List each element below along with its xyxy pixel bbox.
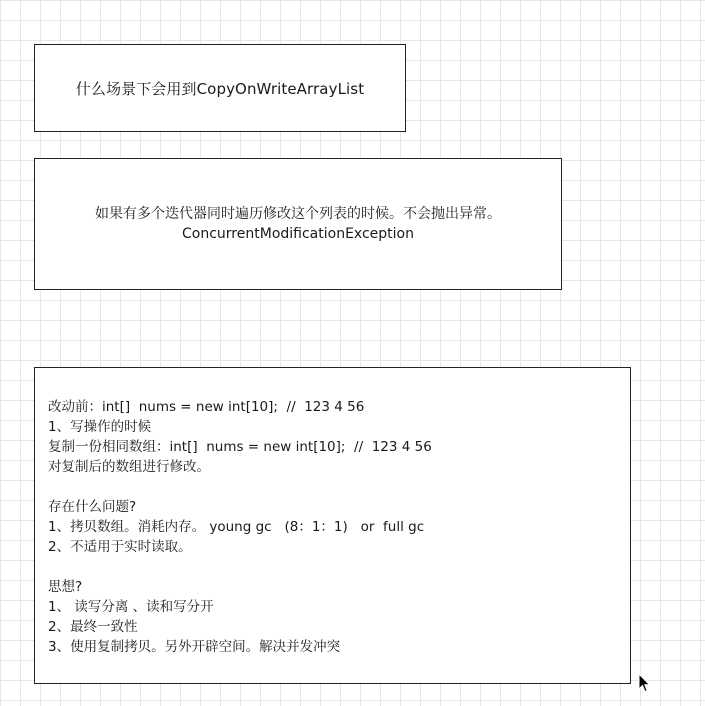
answer-box[interactable] bbox=[34, 158, 562, 290]
answer-text-line-1: 如果有多个迭代器同时遍历修改这个列表的时候。不会抛出异常。 bbox=[95, 206, 501, 222]
notes-line: 1、 读写分离 、读和写分开 bbox=[48, 599, 214, 615]
notes-line: 改动前：int[] nums = new int[10]; // 123 4 56 bbox=[48, 399, 365, 415]
notes-line: 思想? bbox=[48, 579, 83, 595]
notes-line: 复制一份相同数组：int[] nums = new int[10]; // 123 4 56 bbox=[48, 439, 432, 455]
notes-line: 1、拷贝数组。消耗内存。 young gc (8：1：1) or full gc bbox=[48, 519, 425, 535]
notes-line: 3、使用复制拷贝。另外开辟空间。解决并发冲突 bbox=[48, 639, 341, 655]
notes-line: 2、不适用于实时读取。 bbox=[48, 539, 192, 555]
notes-line: 对复制后的数组进行修改。 bbox=[48, 459, 210, 475]
notes-line: 存在什么问题? bbox=[48, 499, 137, 515]
notes-box[interactable] bbox=[34, 367, 631, 684]
notes-text bbox=[48, 397, 432, 657]
question-text: 什么场景下会用到CopyOnWriteArrayList bbox=[75, 79, 365, 98]
notes-line: 2、最终一致性 bbox=[48, 619, 138, 635]
notes-line bbox=[48, 557, 432, 577]
answer-text-line-2: ConcurrentModificationException bbox=[182, 226, 414, 242]
notes-line: 1、写操作的时候 bbox=[48, 419, 152, 435]
question-box[interactable] bbox=[34, 44, 406, 132]
notes-line bbox=[48, 477, 432, 497]
mouse-pointer-icon bbox=[638, 673, 652, 693]
